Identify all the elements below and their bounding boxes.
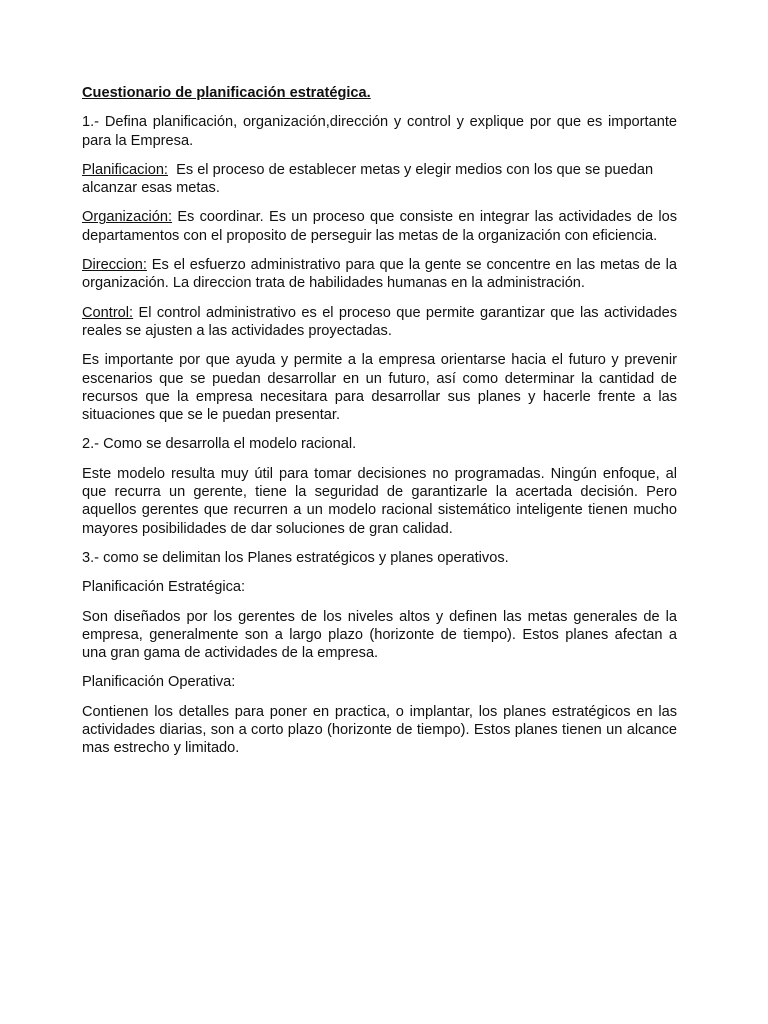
document-page [82,84,677,769]
operative-heading: Planificación Operativa: [82,674,236,691]
question-2: 2.- Como se desarrolla el modelo racional. [82,436,357,453]
definition-direccion-text: Es el esfuerzo administrativo para que la gente se concentre en las metas de la organización. La direccion trata de habilidades humanas en la administración. [82,257,677,292]
definition-organizacion [82,208,677,245]
answer-2: Este modelo resulta muy útil para tomar decisiones no programadas. Ningún enfoque, al que recurra un gerente, tiene la seguridad de garantizarle la acertada decisión. Pero aquellos gerentes que recurren a un modelo racional sistemático inteligente tienen mucho mayores posibilidades de dar soluciones de gran calidad. [82,465,677,537]
term-organizacion: Organización: [82,209,173,226]
document-title: Cuestionario de planificación estratégica. [82,85,371,101]
definition-direccion [82,256,677,293]
definition-control-text: El control administrativo es el proceso que permite garantizar que las actividades reales se ajusten a las actividades proyectadas. [82,304,677,339]
definition-organizacion-text: Es coordinar. Es un proceso que consiste en integrar las actividades de los departamentos con el proposito de perseguir las metas de la organización con eficiencia. [82,209,677,244]
definition-control [82,304,677,341]
definition-planificacion [82,161,677,198]
operative-text: Contienen los detalles para poner en practica, o implantar, los planes estratégicos en las actividades diarias, son a corto plazo (horizonte de tiempo). Estos planes tienen un alcance mas estrecho y limitado. [82,703,677,757]
question-3: 3.- como se delimitan los Planes estratégicos y planes operativos. [82,549,509,566]
term-planificacion: Planificacion: [82,161,168,178]
definition-planificacion-text: Es el proceso de establecer metas y elegir medios con los que se puedan alcanzar esas metas. [82,161,654,197]
term-direccion: Direccion: [82,257,147,274]
term-control: Control: [82,304,134,321]
strategic-heading: Planificación Estratégica: [82,579,246,596]
strategic-text: Son diseñados por los gerentes de los niveles altos y definen las metas generales de la empresa, generalmente son a largo plazo (horizonte de tiempo). Estos planes afectan a una gran gama de actividades de la empresa. [82,608,677,662]
question-1: 1.- Defina planificación, organización,dirección y control y explique por que es importante para la Empresa. [82,114,677,149]
importance-paragraph: Es importante por que ayuda y permite a la empresa orientarse hacia el futuro y prevenir escenarios que se puedan desarrollar en un futuro, así como determinar la cantidad de recursos que la empresa necesitara para desarrollar sus planes y hacerle frente a las situaciones que se le puedan presentar. [82,352,677,424]
